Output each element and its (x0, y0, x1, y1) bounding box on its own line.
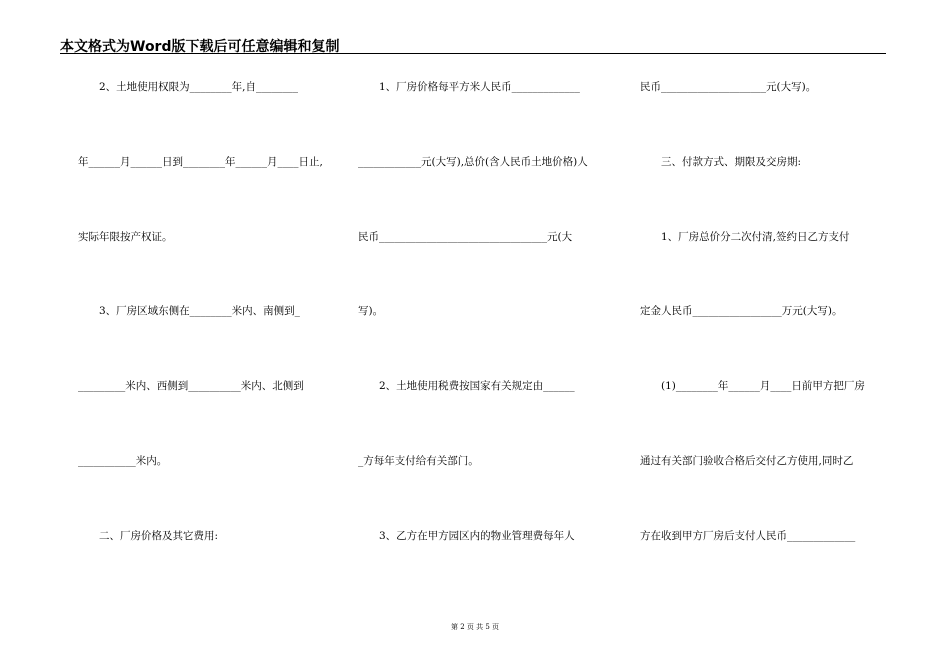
text-line: _方每年支付给有关部门。 (358, 455, 479, 467)
text-line: 定金人民币_________________万元(大写)。 (640, 305, 843, 317)
text-line: 1、厂房总价分二次付清,签约日乙方支付 (640, 231, 850, 243)
text-line: 1、厂房价格每平方米人民币_____________ (358, 81, 580, 93)
text-line: 通过有关部门验收合格后交付乙方使用,同时乙 (640, 455, 854, 467)
text-line: _________米内、西侧到__________米内、北侧到 (78, 380, 304, 392)
text-line: 2、土地使用税费按国家有关规定由______ (358, 380, 575, 392)
text-line: 3、厂房区域东侧在________米内、南侧到_ (78, 305, 300, 317)
text-line: ___________米内。 (78, 455, 168, 467)
text-line: 二、厂房价格及其它费用: (78, 530, 219, 542)
text-line: (1)________年______月____日前甲方把厂房 (640, 380, 865, 392)
text-line: 年______月______日到________年______月____日止, (78, 156, 323, 168)
header-divider (60, 53, 886, 54)
text-line: 方在收到甲方厂房后支付人民币_____________ (640, 530, 856, 542)
text-line: 民币________________________________元(大 (358, 231, 573, 243)
text-line: 三、付款方式、期限及交房期: (640, 156, 802, 168)
text-line: 民币____________________元(大写)。 (640, 81, 817, 93)
page-number: 第 2 页 共 5 页 (450, 623, 500, 631)
text-line: 写)。 (358, 305, 384, 317)
text-line: 3、乙方在甲方园区内的物业管理费每年人 (358, 530, 575, 542)
text-line: 2、土地使用权限为________年,自________ (78, 81, 299, 93)
document-header-title: 本文格式为Word版下载后可任意编辑和复制 (60, 39, 340, 55)
text-line: ____________元(大写),总价(含人民币土地价格)人 (358, 156, 588, 168)
text-line: 实际年限按产权证。 (78, 231, 173, 243)
